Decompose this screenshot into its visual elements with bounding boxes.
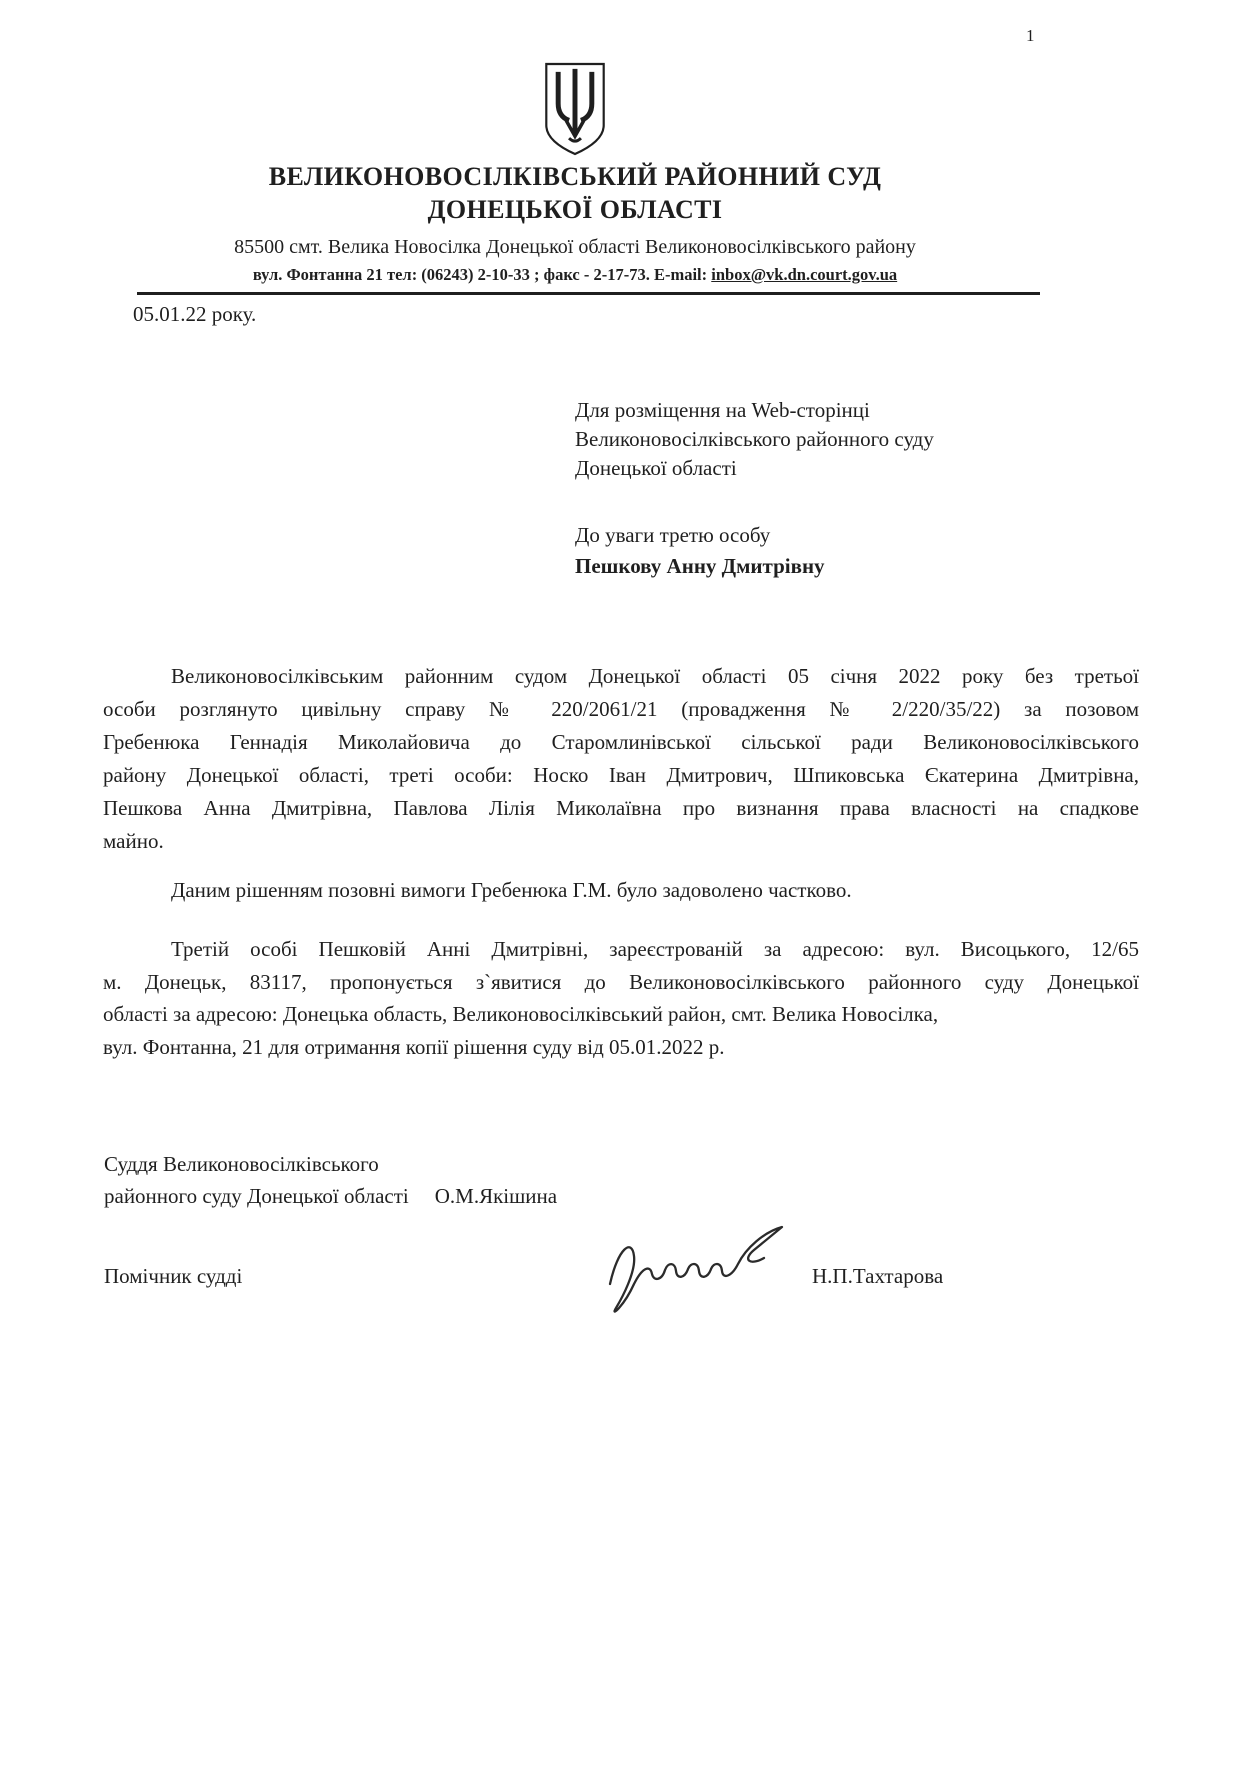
page-number: 1 bbox=[1026, 26, 1035, 45]
ukraine-trident-emblem-icon bbox=[543, 62, 607, 157]
judge-signature-block bbox=[104, 1148, 557, 1212]
contact-phone-fax-text: вул. Фонтанна 21 тел: (06243) 2-10-33 ; факс - 2-17-73. E-mail: bbox=[252, 265, 712, 285]
letterhead bbox=[70, 160, 1080, 285]
body-paragraph-ruling bbox=[103, 874, 1139, 907]
body-paragraph-summons bbox=[103, 933, 1139, 1063]
paragraph-line: майно. bbox=[103, 829, 164, 853]
paragraph-line: м. Донецьк, 83117, пропонується з`явитися до Великоновосілківського районного суду Донецької bbox=[103, 969, 1139, 994]
body-paragraph-case-summary bbox=[103, 660, 1139, 858]
attention-block bbox=[575, 520, 825, 582]
paragraph-line: Пешкова Анна Дмитрівна, Павлова Лілія Миколаївна про визнання права власності на спадкове bbox=[103, 796, 1139, 820]
paragraph-line: Третій особі Пешковій Анні Дмитрівні, зареєстрованій за адресою: вул. Висоцького, 12/65 bbox=[171, 937, 1139, 961]
paragraph-line: вул. Фонтанна, 21 для отримання копії рішення суду від 05.01.2022 р. bbox=[103, 1034, 725, 1059]
web-posting-line1: Для розміщення на Web-сторінці bbox=[575, 398, 870, 422]
judge-title-line2: районного суду Донецької області bbox=[104, 1184, 409, 1208]
court-name-line2: ДОНЕЦЬКОЇ ОБЛАСТІ bbox=[427, 195, 723, 225]
web-posting-line3: Донецької області bbox=[575, 456, 737, 480]
court-contact-line bbox=[70, 264, 1080, 285]
paragraph-line: особи розглянуто цивільну справу № 220/2061/21 (провадження № 2/220/35/22) за позовом bbox=[103, 697, 1139, 721]
web-posting-note bbox=[575, 396, 934, 483]
handwritten-signature bbox=[592, 1218, 802, 1323]
paragraph-line: області за адресою: Донецька область, Великоновосілківський район, смт. Велика Новосілка, bbox=[103, 1002, 939, 1026]
court-address-line: 85500 смт. Велика Новосілка Донецької області Великоновосілківського району bbox=[234, 235, 916, 258]
paragraph-line: Даним рішенням позовні вимоги Гребенюка Г.М. було задоволено частково. bbox=[171, 878, 852, 902]
paragraph-line: району Донецької області, треті особи: Носко Іван Дмитрович, Шпиковська Єкатерина Дмитрівна, bbox=[103, 763, 1139, 787]
judge-title-line1: Суддя Великоновосілківського bbox=[104, 1152, 379, 1176]
web-posting-line2: Великоновосілківського районного суду bbox=[575, 427, 934, 451]
court-name-line1: ВЕЛИКОНОВОСІЛКІВСЬКИЙ РАЙОННИЙ СУД bbox=[268, 162, 882, 191]
assistant-name: Н.П.Тахтарова bbox=[812, 1264, 944, 1288]
letterhead-divider bbox=[137, 292, 1040, 295]
attention-person-name: Пешкову Анну Дмитрівну bbox=[575, 554, 825, 578]
document-date: 05.01.22 року. bbox=[133, 302, 257, 326]
paragraph-line: Великоновосілківським районним судом Донецької області 05 січня 2022 року без третьої bbox=[171, 664, 1139, 688]
court-email-link[interactable]: inbox@vk.dn.court.gov.ua bbox=[711, 265, 898, 285]
attention-line: До уваги третю особу bbox=[575, 523, 771, 547]
judge-name: О.М.Якішина bbox=[434, 1184, 558, 1208]
assistant-title: Помічник судді bbox=[104, 1264, 243, 1288]
paragraph-line: Гребенюка Геннадія Миколайовича до Старомлинівської сільської ради Великоновосілківського bbox=[103, 730, 1139, 754]
